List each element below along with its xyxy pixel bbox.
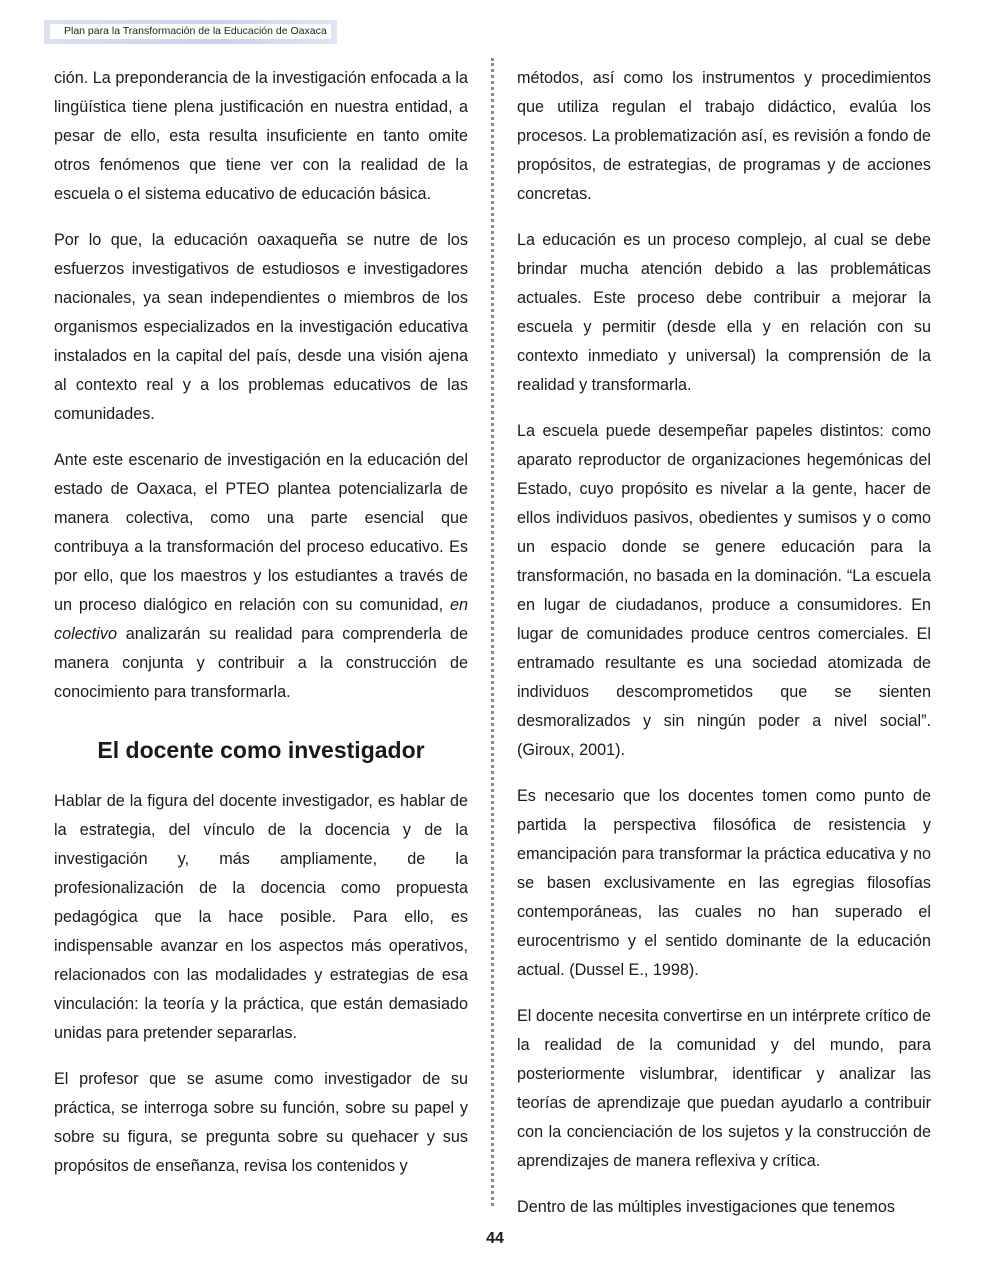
paragraph: Hablar de la figura del docente investigador, es hablar de la estrategia, del vínculo de la docencia y de la investigación y, más ampliamente, de la profesionalización de la docencia como propuesta pedagógica que la hace posible. Para ello, es indispensable avanzar en los aspectos más operativos, relacionados con las modalidades y estrategias de esa vinculación: la teoría y la práctica, que están demasiado unidas para pretender separarlas.: [54, 792, 468, 1042]
running-header-title: Plan para la Transformación de la Educación de Oaxaca: [50, 24, 331, 39]
column-divider: [491, 58, 494, 1206]
paragraph: métodos, así como los instrumentos y procedimientos que utiliza regulan el trabajo didáctico, evalúa los procesos. La problematización así, es revisión a fondo de propósitos, de estrategias, de programas y de acciones concretas.: [517, 69, 931, 203]
left-column: [54, 64, 468, 1198]
paragraph: El docente necesita convertirse en un intérprete crítico de la realidad de la comunidad y del mundo, para posteriormente vislumbrar, identificar y analizar las teorías de aprendizaje que puedan ayudarlo a contribuir con la concienciación de los sujetos y la construcción de aprendizajes de manera reflexiva y crítica.: [517, 1007, 931, 1170]
paragraph: Dentro de las múltiples investigaciones que tenemos: [517, 1198, 895, 1216]
paragraph-text: analizarán su realidad para comprenderla de manera conjunta y contribuir a la construcción de conocimiento para transformarla.: [54, 625, 468, 701]
emphasis-text: en colectivo: [54, 596, 468, 643]
page-number: 44: [486, 1230, 504, 1247]
paragraph: El profesor que se asume como investigador de su práctica, se interroga sobre su función, sobre su papel y sobre su figura, se pregunta sobre su quehacer y sus propósitos de enseñanza, revisa los contenidos y: [54, 1070, 468, 1175]
section-heading: El docente como investigador: [97, 737, 425, 763]
running-header: [44, 20, 337, 44]
paragraph: [54, 446, 468, 707]
paragraph: La escuela puede desempeñar papeles distintos: como aparato reproductor de organizaciones hegemónicas del Estado, cuyo propósito es nivelar a la gente, hacer de ellos individuos pasivos, obedientes y sumisos y o como un espacio donde se genere educación para la transformación, no basada en la dominación. “La escuela en lugar de ciudadanos, produce a consumidores. En lugar de comunidades produce centros comerciales. El entramado resultante es una sociedad atomizada de individuos descomprometidos que se sienten desmoralizados y sin ningún poder a nivel social”. (Giroux, 2001).: [517, 422, 931, 759]
paragraph: Es necesario que los docentes tomen como punto de partida la perspectiva filosófica de resistencia y emancipación para transformar la práctica educativa y no se basen exclusivamente en las egregias filosofías contemporáneas, las cuales no han superado el eurocentrismo y el sentido dominante de la educación actual. (Dussel E., 1998).: [517, 787, 931, 979]
paragraph: Por lo que, la educación oaxaqueña se nutre de los esfuerzos investigativos de estudiosos e investigadores nacionales, ya sean independientes o miembros de los organismos especializados en la investigación educativa instalados en la capital del país, desde una visión ajena al contexto real y a los problemas educativos de las comunidades.: [54, 231, 468, 423]
paragraph: La educación es un proceso complejo, al cual se debe brindar mucha atención debido a las problemáticas actuales. Este proceso debe contribuir a mejorar la escuela y permitir (desde ella y en relación con su contexto inmediato y universal) la comprensión de la realidad y transformarla.: [517, 231, 931, 394]
paragraph-text: Ante este escenario de investigación en la educación del estado de Oaxaca, el PTEO plantea potencializarla de manera colectiva, como una parte esencial que contribuya a la transformación del proceso educativo. Es por ello, que los maestros y los estudiantes a través de un proceso dialógico en relación con su comunidad,: [54, 451, 468, 614]
right-column: [517, 64, 931, 1239]
paragraph: ción. La preponderancia de la investigación enfocada a la lingüística tiene plena justificación en nuestra entidad, a pesar de ello, esta resulta insuficiente en tanto omite otros fenómenos que tiene ver con la realidad de la escuela o el sistema educativo de educación básica.: [54, 69, 468, 203]
